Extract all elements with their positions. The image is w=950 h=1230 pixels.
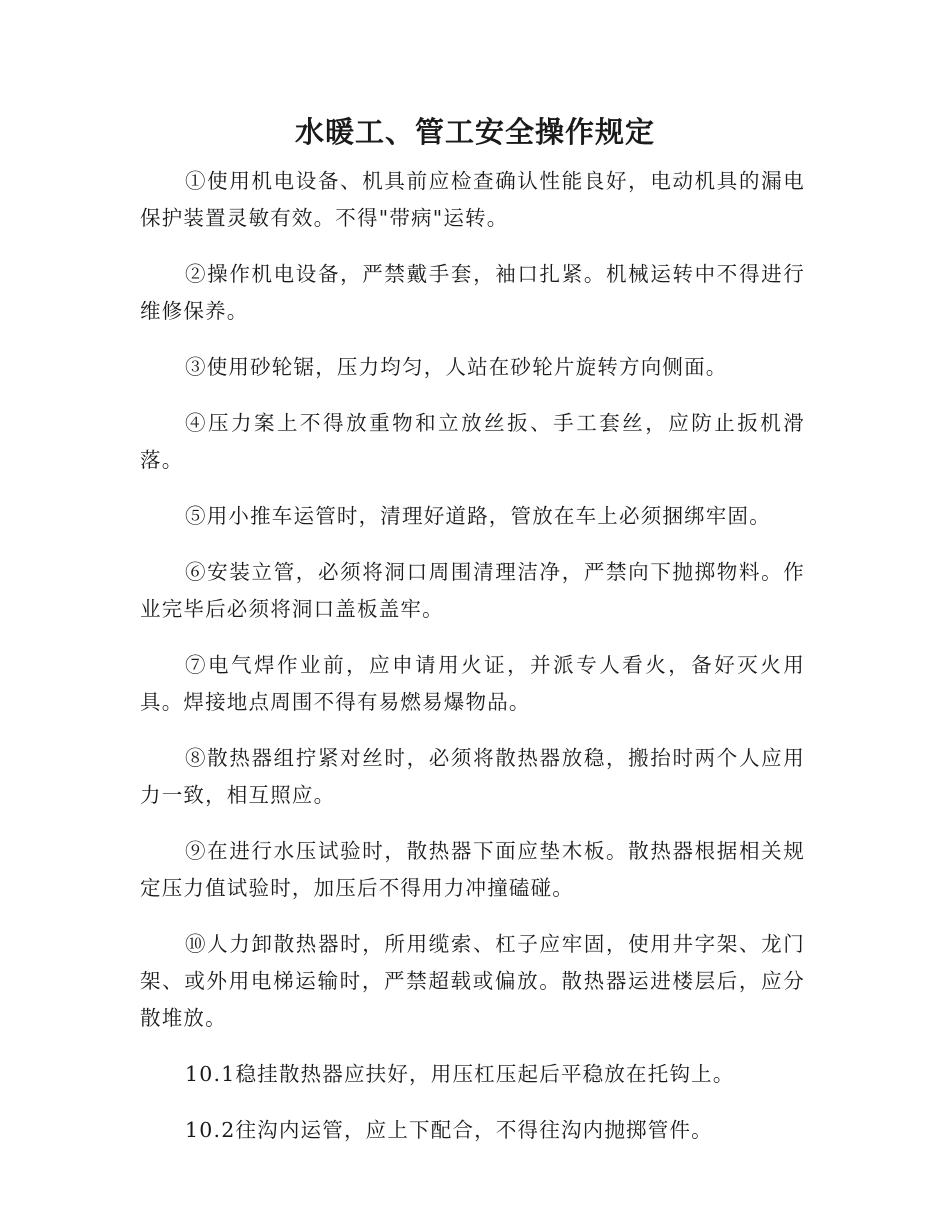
paragraph-8: ⑧散热器组拧紧对丝时，必须将散热器放稳，搬抬时两个人应用力一致，相互照应。 bbox=[140, 746, 805, 807]
paragraph-1: ①使用机电设备、机具前应检查确认性能良好，电动机具的漏电保护装置灵敏有效。不得"带病"运转。 bbox=[140, 169, 805, 230]
paragraph-10-2: 10.2往沟内运管，应上下配合，不得往沟内抛掷管件。 bbox=[185, 1118, 713, 1142]
paragraph-3: ③使用砂轮锯，压力均匀，人站在砂轮片旋转方向侧面。 bbox=[185, 355, 728, 379]
paragraph-10: ⑩人力卸散热器时，所用缆索、杠子应牢固，使用井字架、龙门架、或外用电梯运输时，严禁超载或偏放。散热器运进楼层后，应分散堆放。 bbox=[140, 932, 805, 1030]
paragraph-6: ⑥安装立管，必须将洞口周围清理洁净，严禁向下抛掷物料。作业完毕后必须将洞口盖板盖牢。 bbox=[140, 560, 805, 621]
document-title: 水暖工、管工安全操作规定 bbox=[294, 115, 655, 149]
document-body bbox=[140, 163, 805, 1168]
paragraph-2: ②操作机电设备，严禁戴手套，袖口扎紧。机械运转中不得进行维修保养。 bbox=[140, 262, 805, 323]
paragraph-9: ⑨在进行水压试验时，散热器下面应垫木板。散热器根据相关规定压力值试验时，加压后不得用力冲撞磕碰。 bbox=[140, 839, 805, 900]
paragraph-10-1: 10.1稳挂散热器应扶好，用压杠压起后平稳放在托钩上。 bbox=[185, 1062, 735, 1086]
paragraph-4: ④压力案上不得放重物和立放丝扳、手工套丝，应防止扳机滑落。 bbox=[140, 411, 805, 472]
paragraph-5: ⑤用小推车运管时，清理好道路，管放在车上必须捆绑牢固。 bbox=[185, 504, 771, 528]
paragraph-7: ⑦电气焊作业前，应申请用火证，并派专人看火，备好灭火用具。焊接地点周围不得有易燃易爆物品。 bbox=[140, 653, 805, 714]
